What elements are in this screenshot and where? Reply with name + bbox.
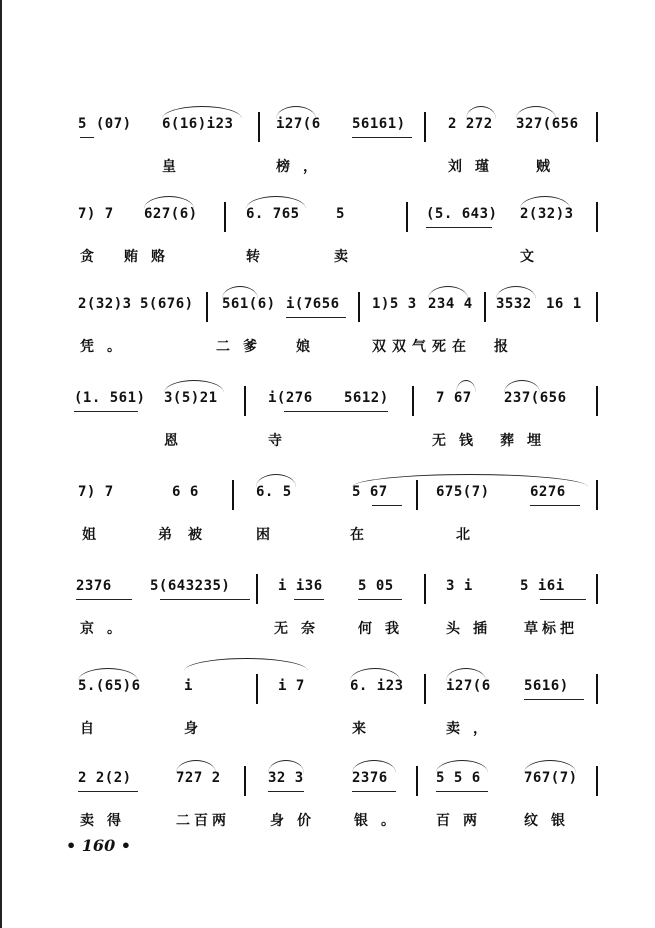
slur [256,474,296,487]
slur [446,668,486,681]
notation-segment: i 7 [278,678,305,694]
underline [286,317,346,318]
notation-segment: 6 6 [172,484,199,500]
slur [246,196,306,209]
underline [436,791,488,792]
notation-segment: 5 (07) [78,116,132,132]
slur [144,196,194,209]
notation-segment: 5 5 6 [436,770,481,786]
notation-segment: i(7656 [286,296,340,312]
notation-segment: 1)5 3 [372,296,417,312]
underline [358,599,402,600]
slur [164,380,224,393]
lyric: 北 [456,527,483,543]
notation-segment: 675(7) [436,484,490,500]
slur [466,106,496,119]
notation-segment: 561(6) [222,296,276,312]
lyric: 寺 [268,433,295,449]
notation-segment: 767(7) [524,770,578,786]
notation-segment: 5 67 [352,484,388,500]
bar-line [244,386,246,416]
bar-line [424,674,426,704]
notation-line [0,290,655,320]
lyric: 草标把 [524,621,578,637]
notation-segment: i i36 [278,578,323,594]
lyric: 银。 [354,813,408,829]
bar-line [596,674,598,704]
lyric: 头插 [446,621,500,637]
notation-segment: 16 1 [546,296,582,312]
notation-segment: 2(32)3 [520,206,574,222]
underline [284,411,388,412]
lyric: 报 [494,339,521,355]
slur [352,474,588,487]
slur [428,286,468,299]
notation-segment: 6. 765 [246,206,300,222]
notation-segment: 5 [336,206,345,222]
slur [162,106,242,119]
bar-line [596,292,598,322]
slur [352,760,396,773]
slur [268,760,304,773]
notation-segment: 2376 [76,578,112,594]
bar-line [484,292,486,322]
lyric: 转 [246,249,273,265]
lyric: 贿赂 [124,249,178,265]
notation-segment: 7) 7 [78,206,114,222]
bar-line [206,292,208,322]
lyric: 百两 [436,813,490,829]
notation-segment: 234 4 [428,296,473,312]
lyric: 刘瑾 [448,159,502,175]
underline [426,227,492,228]
bar-line [406,202,408,232]
slur [524,760,576,773]
lyric: 文 [520,249,547,265]
notation-segment: i [184,678,193,694]
lyric: 凭。 [80,339,134,355]
lyric: 皇 [162,159,189,175]
notation-segment: 6(16)i23 [162,116,234,132]
lyric: 弟被 [158,527,218,543]
slur [184,658,308,671]
underline [76,599,132,600]
underline [352,791,396,792]
bar-line [258,112,260,142]
bar-line [424,112,426,142]
slur [276,106,316,119]
notation-segment: (1. 561) [74,390,146,406]
lyric: 榜， [276,159,330,175]
notation-line [0,200,655,230]
slur [516,106,556,119]
notation-segment: 32 3 [268,770,304,786]
notation-segment: 237(656 [504,390,567,406]
bar-line [412,386,414,416]
lyric: 京。 [80,621,134,637]
notation-segment: 5612) [344,390,389,406]
bar-line [244,766,246,796]
slur [496,286,536,299]
notation-line [0,764,655,794]
notation-segment: 6276 [530,484,566,500]
lyric: 纹银 [524,813,578,829]
notation-segment: 5(643235) [150,578,231,594]
lyric: 贼 [536,159,563,175]
lyric: 姐 [82,527,109,543]
notation-segment: 5(676) [140,296,194,312]
lyric: 何我 [358,621,412,637]
lyric: 身 [184,721,211,737]
notation-segment: 5 i6i [520,578,565,594]
bar-line [416,766,418,796]
notation-segment: 327(656 [516,116,579,132]
bar-line [232,480,234,510]
lyric: 双双气死在 [372,339,472,355]
notation-segment: 3(5)21 [164,390,218,406]
lyric: 在 [350,527,377,543]
slur [456,380,476,393]
notation-segment: 7 67 [436,390,472,406]
notation-segment: 5 05 [358,578,394,594]
lyric: 娘 [296,339,323,355]
bar-line [256,674,258,704]
notation-segment: 5616) [524,678,569,694]
bar-line [596,202,598,232]
lyric: 恩 [164,433,191,449]
notation-segment: 2 272 [448,116,493,132]
notation-segment: 2(32)3 [78,296,132,312]
lyric: 二百两 [176,813,230,829]
page-number: • 160 • [66,836,131,855]
lyric: 卖 [334,249,361,265]
lyric: 葬埋 [500,433,554,449]
notation-line [0,478,655,508]
lyric: 自 [80,721,107,737]
underline [294,599,324,600]
underline [540,599,586,600]
underline [160,599,250,600]
notation-segment: i27(6 [446,678,491,694]
underline [78,791,138,792]
notation-segment: 7) 7 [78,484,114,500]
slur [504,380,540,393]
underline [524,699,584,700]
slur [520,196,570,209]
lyric: 二爹 [216,339,270,355]
underline [352,137,412,138]
lyric: 无奈 [274,621,328,637]
notation-segment: 3532 [496,296,532,312]
notation-line [0,110,655,140]
notation-segment: 6. 5 [256,484,292,500]
lyric: 卖， [446,721,500,737]
bar-line [596,112,598,142]
notation-segment: 56161) [352,116,406,132]
notation-segment: (5. 643) [426,206,498,222]
notation-line [0,572,655,602]
notation-segment: 5.(65)6 [78,678,141,694]
bar-line [424,574,426,604]
slur [222,286,258,299]
lyric: 困 [256,527,283,543]
lyric: 来 [352,721,379,737]
bar-line [358,292,360,322]
slur [78,668,138,681]
bar-line [224,202,226,232]
notation-segment: 3 i [446,578,473,594]
bar-line [256,574,258,604]
lyric: 身价 [270,813,324,829]
notation-segment: i(276 [268,390,313,406]
slur [436,760,488,773]
notation-segment: 6. i23 [350,678,404,694]
bar-line [596,480,598,510]
notation-line [0,672,655,702]
notation-segment: i27(6 [276,116,321,132]
lyric: 贪 [80,249,107,265]
notation-segment: 2 2(2) [78,770,132,786]
bar-line [596,386,598,416]
slur [176,760,216,773]
notation-segment: 727 2 [176,770,221,786]
notation-segment: 2376 [352,770,388,786]
underline [80,137,94,138]
notation-line [0,384,655,414]
bar-line [596,766,598,796]
notation-segment: 627(6) [144,206,198,222]
underline [268,791,304,792]
lyric: 无钱 [432,433,486,449]
bar-line [596,574,598,604]
underline [372,505,402,506]
underline [530,505,580,506]
slur [350,668,400,681]
underline [74,411,138,412]
lyric: 卖得 [80,813,134,829]
